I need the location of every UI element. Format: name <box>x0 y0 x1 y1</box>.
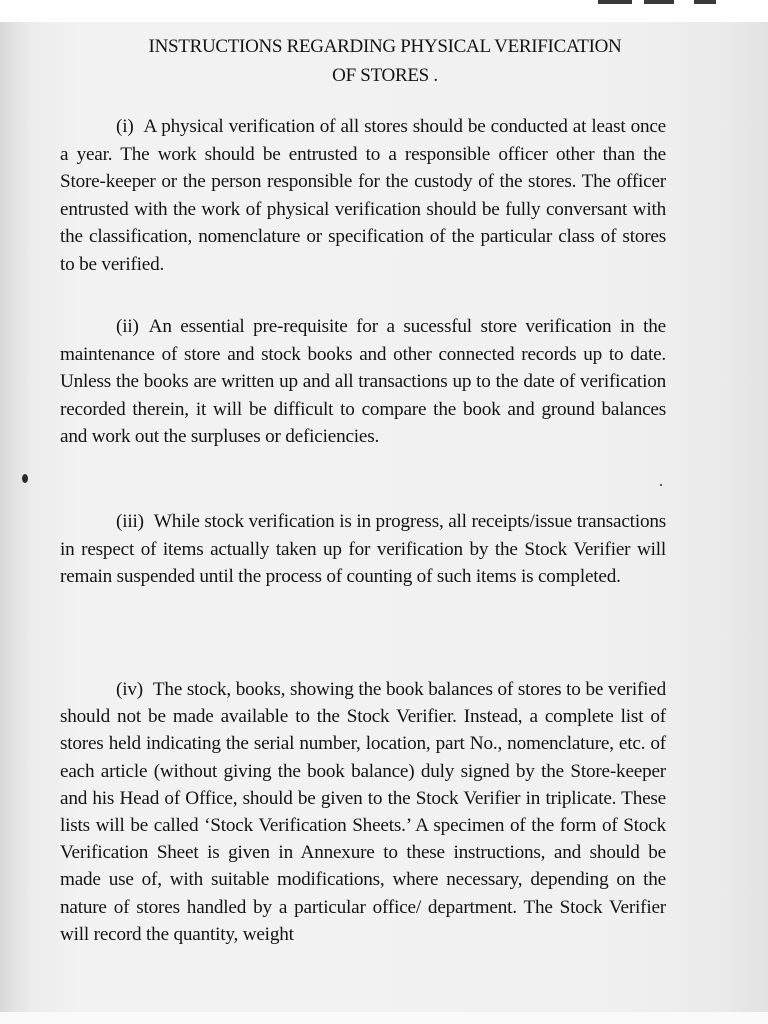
paragraph-number: (i) <box>116 116 134 137</box>
page-top-margin <box>0 0 768 22</box>
scan-edge-mark <box>644 0 674 4</box>
page-bottom-margin <box>0 1012 768 1024</box>
scan-speck <box>660 484 662 486</box>
document-title <box>60 32 710 90</box>
paragraph-number: (ii) <box>116 316 139 337</box>
paragraph-text: A physical verification of all stores should be conducted at least once a year. The work should be entrusted to a responsible officer other than the Store-keeper or the person responsible for the custody of the stores. The officer entrusted with the work of physical verification should be fully conversant with the classification, nomenclature or specification of the particular class of stores to be verified. <box>60 116 666 275</box>
title-line-2: OF STORES . <box>332 65 438 86</box>
title-line-1: INSTRUCTIONS REGARDING PHYSICAL VERIFICATION <box>148 36 622 57</box>
paragraph-ii <box>60 313 666 451</box>
scan-edge-mark <box>598 0 632 4</box>
paragraph-text: An essential pre-requisite for a sucessful store verification in the maintenance of store and stock books and other connected records up to date. Unless the books are written up and all transactions up to the date of verification recorded therein, it will be difficult to compare the book and ground balances and work out the surpluses or deficiencies. <box>60 316 666 447</box>
paragraph-iv <box>60 676 666 948</box>
paragraph-iii <box>60 508 666 591</box>
scan-speck <box>22 474 28 483</box>
paragraph-number: (iii) <box>116 511 144 532</box>
scan-edge-mark <box>694 0 716 4</box>
paragraph-text: The stock, books, showing the book balances of stores to be verified should not be made available to the Stock Verifier. Instead, a complete list of stores held indicating the serial number, location, part No., nomenclature, etc. of each article (without giving the book balance) duly signed by the Store-keeper and his Head of Office, should be given to the Stock Verifier in triplicate. These lists will be called ‘Stock Verification Sheets.’ A specimen of the form of Stock Verification Sheet is given in Annexure to these instructions, and should be made use of, with suitable modifications, where necessary, depending on the nature of stores handled by a particular office/ department. The Stock Verifier will record the quantity, weight <box>60 679 666 945</box>
paragraph-i <box>60 113 666 278</box>
paragraph-text: While stock verification is in progress, all receipts/issue transactions in respect of items actually taken up for verification by the Stock Verifier will remain suspended until the process of counting of such items is completed. <box>60 511 666 587</box>
paragraph-number: (iv) <box>116 679 143 700</box>
